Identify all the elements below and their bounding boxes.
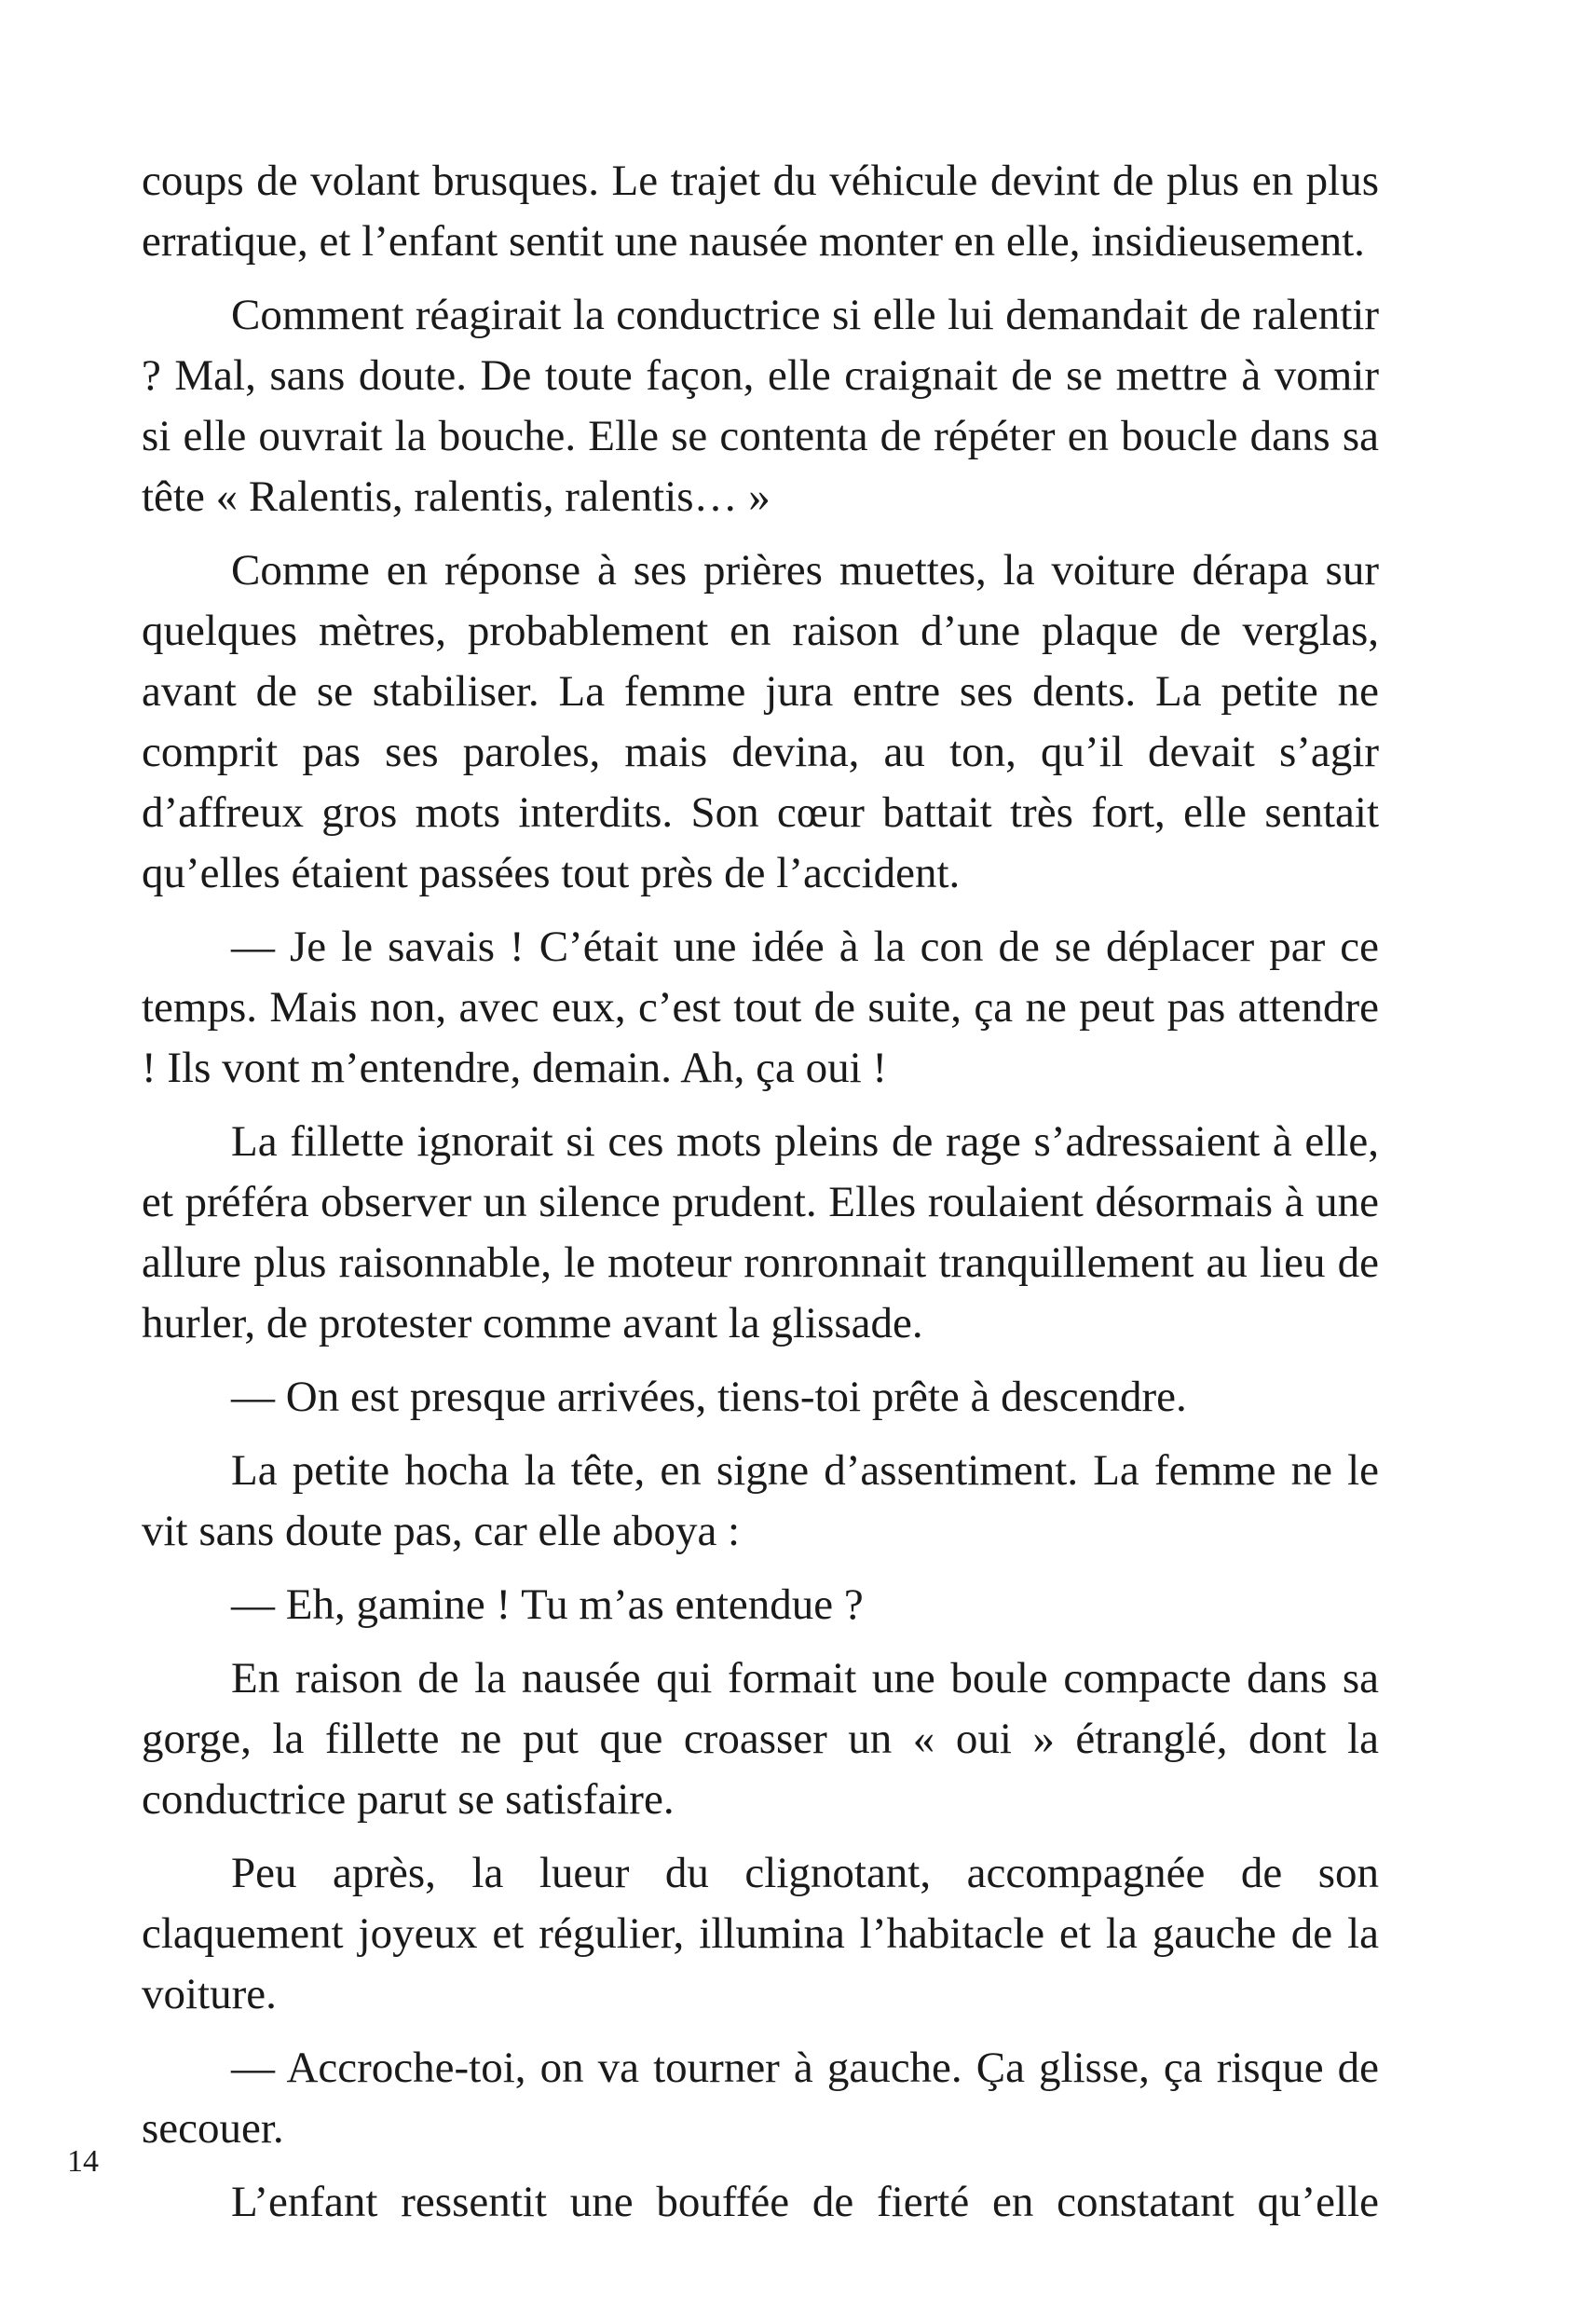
paragraph: La fillette ignorait si ces mots pleins de rage s’adressaient à elle, et préféra observer un silence prudent. Elles roulaient désormais à une allure plus raisonnable, le moteur ronronnait tranquillement au lieu de hurler, de protester comme avant la glissade. <box>142 1117 1379 1347</box>
paragraph: La petite hocha la tête, en signe d’assentiment. La femme ne le vit sans doute pas, car elle aboya : <box>142 1446 1379 1555</box>
page-number: 14 <box>67 2144 99 2179</box>
paragraph: Comme en réponse à ses prières muettes, la voiture dérapa sur quelques mètres, probablement en raison d’une plaque de verglas, avant de se stabiliser. La femme jura entre ses dents. La petite ne comprit pas ses paroles, mais devina, au ton, qu’il devait s’agir d’affreux gros mots interdits. Son cœur battait très fort, elle sentait qu’elles étaient passées tout près de l’accident. <box>142 546 1379 897</box>
paragraph: L’enfant ressentit une bouffée de fierté en constatant qu’elle <box>231 2178 1379 2226</box>
paragraph: Peu après, la lueur du clignotant, accompagnée de son claquement joyeux et régulier, illumina l’habitacle et la gauche de la voiture. <box>142 1849 1379 2018</box>
paragraph: En raison de la nausée qui formait une boule compacte dans sa gorge, la fillette ne put que croasser un « oui » étranglé, dont la conductrice parut se satisfaire. <box>142 1654 1379 1824</box>
dialogue-paragraph: — On est presque arrivées, tiens-toi prête à descendre. <box>231 1373 1187 1421</box>
paragraph: coups de volant brusques. Le trajet du véhicule devint de plus en plus erratique, et l’enfant sentit une nausée monter en elle, insidieusement. <box>142 157 1379 266</box>
dialogue-paragraph: — Eh, gamine ! Tu m’as entendue ? <box>231 1580 864 1629</box>
dialogue-paragraph: — Je le savais ! C’était une idée à la con de se déplacer par ce temps. Mais non, avec eux, c’est tout de suite, ça ne peut pas attendre ! Ils vont m’entendre, demain. Ah, ça oui ! <box>142 923 1379 1092</box>
paragraph: Comment réagirait la conductrice si elle lui demandait de ralentir ? Mal, sans doute. De toute façon, elle craignait de se mettre à vomir si elle ouvrait la bouche. Elle se contenta de répéter en boucle dans sa tête « Ralentis, ralentis, ralentis… » <box>142 291 1379 521</box>
dialogue-paragraph: — Accroche-toi, on va tourner à gauche. Ça glisse, ça risque de secouer. <box>142 2044 1379 2153</box>
body-text <box>142 151 1379 2246</box>
